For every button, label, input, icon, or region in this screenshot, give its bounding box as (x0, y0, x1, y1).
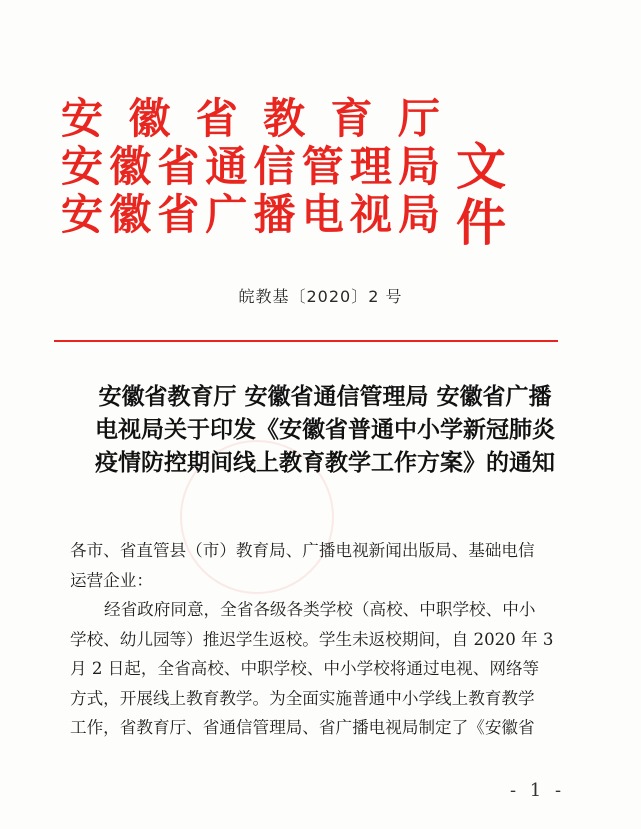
issuing-departments-header (58, 94, 558, 252)
department-char: 徽 (109, 142, 152, 191)
department-char: 省 (157, 142, 200, 191)
department-char: 局 (397, 190, 440, 239)
department-education (58, 95, 443, 143)
department-char: 电 (301, 190, 344, 239)
department-char: 育 (330, 94, 373, 143)
notice-body (70, 536, 570, 743)
department-char: 局 (397, 142, 440, 191)
body-line: 各市、省直管县（市）教育局、广播电视新闻出版局、基础电信 (70, 541, 535, 560)
department-char: 通 (205, 142, 248, 191)
notice-title (70, 380, 580, 479)
department-char: 省 (195, 94, 238, 143)
title-line: 疫情防控期间线上教育教学工作方案》的通知 (95, 449, 555, 476)
department-char: 广 (205, 190, 248, 239)
department-communications (58, 143, 443, 191)
department-char: 徽 (128, 94, 171, 143)
department-char: 教 (263, 94, 306, 143)
body-line: 运营企业： (70, 570, 153, 590)
red-divider-line (54, 340, 558, 342)
department-char: 理 (349, 142, 392, 191)
body-line: 经省政府同意，全省各级各类学校（高校、中职学校、中小 (104, 600, 536, 619)
document-number: 皖教基〔2020〕2 号 (238, 287, 403, 306)
department-char: 安 (60, 190, 103, 239)
page-number: - 1 - (510, 780, 566, 801)
body-line: 工作，省教育厅、省通信管理局、省广播电视局制定了《安徽省 (70, 718, 535, 737)
title-line: 电视局关于印发《安徽省普通中小学新冠肺炎 (95, 416, 555, 443)
title-line: 安徽省教育厅 安徽省通信管理局 安徽省广播 (98, 383, 552, 410)
department-char: 厅 (397, 94, 440, 143)
body-line: 月 2 日起，全省高校、中职学校、中小学校将通过电视、网络等 (70, 659, 540, 678)
department-char: 信 (253, 142, 296, 191)
body-line: 学校、幼儿园等）推迟学生返校。学生未返校期间，自 2020 年 3 (70, 629, 554, 649)
department-char: 徽 (109, 190, 152, 239)
department-char: 安 (60, 142, 103, 191)
department-broadcasting (58, 191, 443, 239)
department-char: 安 (60, 94, 103, 143)
document-word: 文件 (456, 137, 508, 252)
department-char: 省 (157, 190, 200, 239)
department-char: 视 (349, 190, 392, 239)
body-line: 方式，开展线上教育教学。为全面实施普通中小学线上教育教学 (70, 688, 535, 708)
department-char: 管 (301, 142, 344, 191)
department-char: 播 (253, 190, 296, 239)
